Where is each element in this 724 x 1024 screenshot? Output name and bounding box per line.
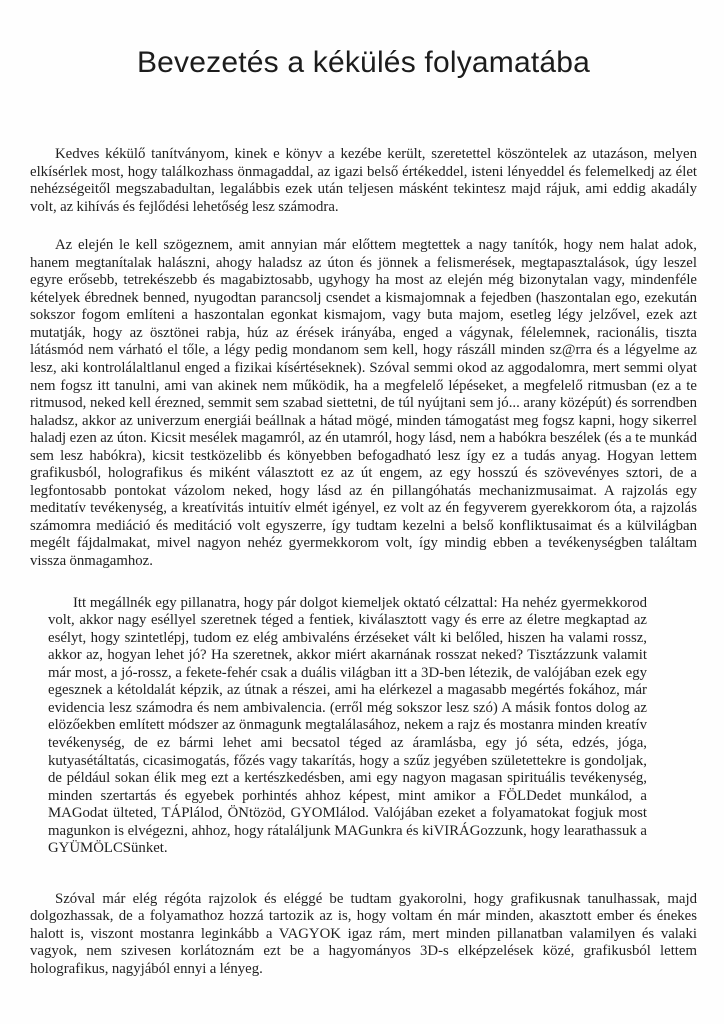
paragraph-intro: Kedves kékülő tanítványom, kinek e könyv a kezébe került, szeretettel köszöntelek az utazáson, melyen elkísérlek most, hogy találkozhass önmagaddal, az igazi belső értékeddel, isteni lényeddel és felemelkedj az élet nehézségeitől megszabadultan, legalábbis ezek után teljesen másként tekintesz majd rájuk, ami eddig akadály volt, az kihívás és fejlődési lehetőség lesz számodra.: [30, 146, 697, 215]
page-title: Bevezetés a kékülés folyamatába: [136, 46, 591, 79]
paragraph-note-inset: Itt megállnék egy pillanatra, hogy pár dolgot kiemeljek oktató célzattal: Ha nehéz gyermekkorod volt, akkor nagy eséllyel szeretnek téged a fentiek, kiválasztott vagy és erre az életre megkaptad az esélyt, hogy szintetlépj, tudom ez elég ambivaléns érzéseket vált ki belőled, hiszen ha valami rossz, akkor az, hogyan lehet jó? Ha szeretnek, akkor miért akarnának rosszat neked? Tisztázzunk valamit már most, a jó-rossz, a fekete-fehér csak a duális világban itt a 3D-ben létezik, de valójában ezek egy egesznek a kétoldalát képzik, az útnak a részei, ami ha elérkezel a magasabb megértés fokához, már evidencia lesz számodra és nem ambivalencia. (erről még sokszor lesz szó) A másik fontos dolog az elözőekben említett módszer az önmagunk megtalálasához, nekem a rajz és mostanra minden kreatív tevékenység, de ez bármi lehet ami becsatol téged az áramlásba, egy jó séta, edzés, jóga, kutyasétáltatás, cicasimogatás, főzés vagy takarítás, hogy a szűz jegyében születettekre is gondoljak, de például sokan élik meg ezt a kertészkedésben, ami egy nagyon magasan spirituális tevékenység, minden szertartás és egyebek porhintés ahhoz képest, mint amikor a FÖLDedet munkálod, a MAGodat ülteted, TÁPlálod, ÖNtözöd, GYOMlálod. Valójában ezeket a folyamatokat fogjuk most magunkon is elvégezni, ahhoz, hogy rátaláljunk MAGunkra és kiVIRÁGozzunk, hogy learathassuk a GYÜMÖLCSünket.: [48, 594, 647, 857]
paragraph-main: Az elején le kell szögeznem, amit annyian már előttem megtettek a nagy tanítók, hogy nem halat adok, hanem megtanítalak halászni, ahogy haladsz az úton és jönnek a felismerések, megtapasztalások, úgy leszel egyre erősebb, tetrekészebb és magabiztosabb, ugyhogy ha most az elején még bizonytalan vagy, mindenféle kételyek ébrednek benned, nyugodtan parancsolj csendet a kismajomnak a fejedben (haszontalan ego, ezekután sokszor fogom említeni a haszontalan egonkat kismajom, vagy buta majom, esetleg légy jelzővel, ezek azt mutatják, hogy az ösztönei rabja, húz az érések irányába, enged a vágynak, félelemnek, racionális, tiszta látásmód nem várható el tőle, a légy pedig mondanom sem kell, hogy rászáll minden sz@rra és a légyelme az lesz, aki kontrolálaltlanul enged a fizikai kísértéseknek). Szóval semmi okod az aggodalomra, mert semmi olyat nem fogsz itt tanulni, ami van akinek nem működik, ha a megfelelő lépéseket, a megfelelő ritmusban (ez a te ritmusod, neked kell érezned, semmit sem szabad siettetni, de túl nyújtani sem jó... arany középút) és sorrendben haladsz, akkor az univerzum energiái beállnak a hátad mögé, minden támogatást meg fogsz kapni, hogy sikerrel haladj ezen az úton. Kicsit mesélek magamról, az én utamról, hogy lásd, nem a habókra beszélek (és a te munkád sem lesz habókra), kicsit testközelibb és könyebben befogadható lesz így ez a tudás anyag. Hogyan lettem grafikusból, holografikus és miként választott ez az út engem, az egy hosszú és szövevényes sztori, de a legfontosabb pontokat vázolom neked, hogy lásd az én pillangóhatás mechanizmusaimat. A rajzolás egy meditatív tevékenység, a kreatívitás intuitív elmét igényel, ez volt az én fegyverem gyerekkorom óta, a rajzolás számomra mediáció és meditáció volt egyszerre, így tudtam kezelni a belső konfliktusaimat és a külvilágban megélt fájdalmakat, mivel nagyon nehéz gyermekkorom volt, így mindig ebben a tevékenységben találtam vissza önmagamhoz.: [30, 237, 697, 570]
paragraph-closing: Szóval már elég régóta rajzolok és eléggé be tudtam gyakorolni, hogy grafikusnak tanulhassak, majd dolgozhassak, de a folyamathoz hozzá tartozik az is, hogy voltam én már minden, akasztott ember és énekes halott is, viszont mostanra leginkább a VAGYOK igaz rám, mert minden pillanatban valamilyen és valaki vagyok, nem szivesen korlátoznám ezt be a hagyományos 3D-s elképzelések közé, grafikusból lettem holografikus, nagyjából ennyi a lényeg.: [30, 890, 697, 977]
